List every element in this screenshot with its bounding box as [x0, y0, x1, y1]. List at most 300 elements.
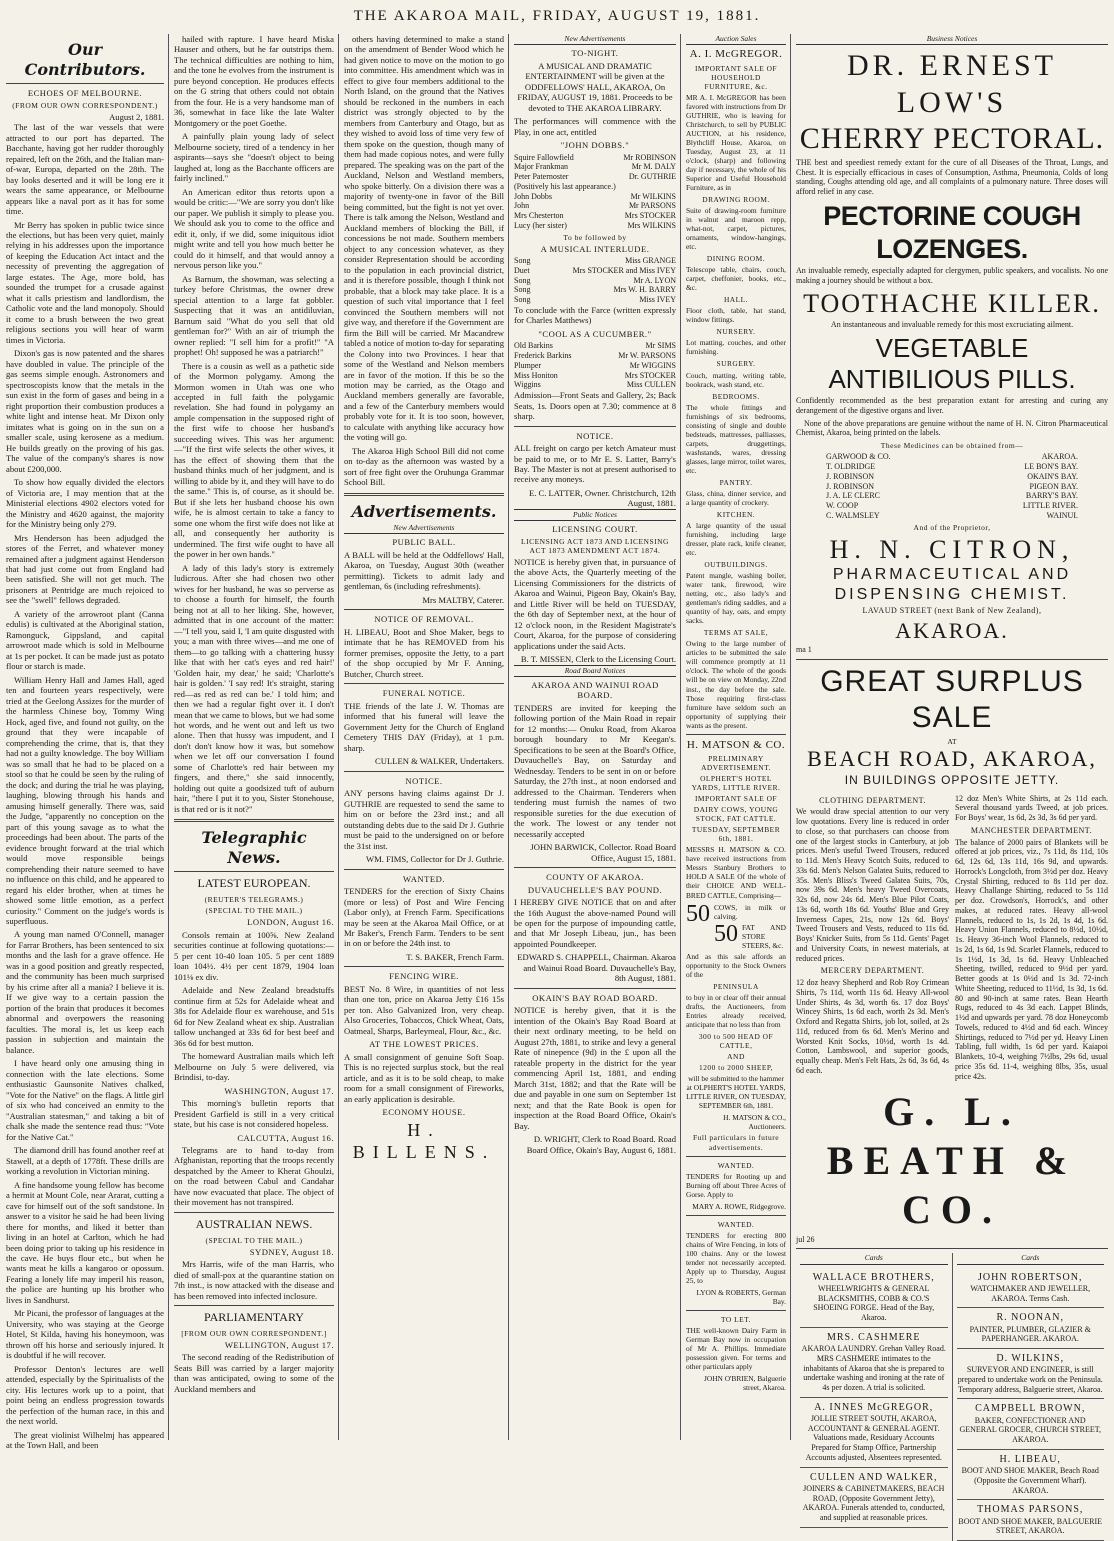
ad-title: FUNERAL NOTICE.	[382, 688, 466, 699]
section-header: Cards	[957, 1253, 1105, 1264]
card-text: BOOT AND SHOE MAKER, Beach Road (Opposite the Government Wharf). AKAROA.	[961, 1466, 1099, 1495]
column-contributors	[2, 34, 168, 1451]
song-row	[514, 285, 676, 295]
ad-headline: IN BUILDINGS OPPOSITE JETTY.	[844, 772, 1060, 787]
cast-row-value: Mr WILKINS	[630, 191, 676, 201]
cast-row	[514, 211, 676, 221]
paragraph: The second reading of the Redistribution of Seats Bill was carried by a larger majority than was anticipated, owing to some of the Auckland members and	[174, 1352, 334, 1394]
ad-text: THE friends of the late J. W. Thomas are informed that his funeral will leave the Government Jetty for the Church of England Cemetery THIS DAY (Friday), at 1 p.m. sharp.	[344, 700, 504, 753]
ad-text: And of the Proprietor,	[913, 522, 991, 532]
ad-text: Admission—Front Seats and Gallery, 2s; Back Seats, 1s. Doors open at 7.30; commence at 8 sharp.	[514, 390, 676, 422]
cast-row	[514, 201, 676, 211]
song-row-label: Song	[514, 285, 531, 295]
song-row-value: Miss GRANGE	[625, 256, 676, 266]
paragraph: There is a cousin as well as a pathetic side of the Mormon polygamy. Among the Mormon women in Utah was one who accepted in full faith the polygamic revelation. She had found in polygamy an ample compensation in the supposed right of the first wife to choose her husband's succeeding wives. This was her argument:—"If the first wife selects the other wives, it has the effect of showing them that the husband thinks much of her judgment, and is willing to abide by it, and they will have to do the same." This is, of course, as it should be. But if she lets her husband choose his own wife, he is almost certain to take a fancy to some one whom the first wife does not like at all, and consequently her authority is undermined. The first wife ought to have all the power in her own hands."	[174, 360, 334, 560]
department-title: MERCERY DEPARTMENT.	[820, 966, 925, 976]
business-card	[957, 1399, 1105, 1449]
business-card	[800, 1328, 948, 1398]
song-row-value: Mrs STOCKER and Miss IVEY	[572, 265, 676, 275]
paragraph: Mrs Harris, wife of the man Harris, who died of small-pox at the quarantine station on 7th inst., is now attacked with the disease and has been removed into infected inclosure.	[174, 1259, 334, 1301]
ad-title: NOTICE.	[576, 430, 614, 441]
ad-text: Owing to the large number of articles to be submitted the sale will commence promptly at 11 o'clock. The whole of the goods will be on view on Monday, 22nd inst., the day before the sale. Those requiring first-class furniture have seldom such an opportunity of supplying their wants as the present.	[686, 639, 786, 730]
column-rule	[168, 34, 169, 1440]
stock-desc: FAT AND STORE STEERS, &c.	[742, 922, 786, 950]
song-row	[514, 276, 676, 286]
ad-text: To be followed by	[563, 232, 627, 242]
song-row-label: Song	[514, 275, 531, 285]
ad-title: ECONOMY HOUSE.	[382, 1107, 466, 1118]
ad-text: THE best and speediest remedy extant for the cure of all Diseases of the Throat, Lungs, and Chest. It is especially efficacious in cases of Consumption, Asthma, Pneumonia, Colds of long standing, Coughs attending old age, and all complaints of a pulmonary nature. Three doses will afford relief in any case.	[796, 157, 1108, 197]
ad-text: BEST No. 8 Wire, in quantities of not less than one ton, price on Akaroa Jetty £16 15s per ton. Also Galvanized Iron, very cheap. Also Groceries, Tobaccos, Chick Wheat, Oats, Oatmeal, Sharps, Barleymeal, Flour, &c., &c.	[344, 983, 504, 1036]
ad-signature: MARY A. ROWE, Ridgegrove.	[692, 1201, 786, 1211]
cast-row	[514, 153, 676, 163]
ad-text: And as this sale affords an opportunity to the Stock Owners of the	[686, 951, 786, 979]
column-rule	[790, 34, 791, 1440]
paragraph: A painfully plain young lady of select Melbourne society, tired of a tendency in her aspirants—says she "doesn't object to being laughed at, long as the Bacchante officers are fairly inclined."	[174, 131, 334, 184]
card-name: MRS. CASHMERE	[826, 1331, 921, 1343]
agent-row-label: T. OLDRIDGE	[826, 462, 876, 472]
column-business-notices	[792, 34, 1112, 1536]
card-text: BOOT AND SHOE MAKER, BALGUERIE STREET, AKAROA.	[958, 1516, 1103, 1536]
column-rule	[680, 34, 681, 1440]
paragraph: This morning's bulletin reports that President Garfield is still in a very critical state, but his case is not considered hopeless.	[174, 1098, 334, 1130]
agent-row-label: C. WALMSLEY	[826, 510, 880, 520]
section-title: Advertisements.	[351, 501, 497, 521]
section-header: Public Notices	[514, 509, 676, 521]
ad-text: Full particulars in future advertisements.	[692, 1133, 780, 1152]
ad-title: WANTED.	[717, 1160, 755, 1170]
card-text: WATCHMAKER AND JEWELLER, AKAROA. Terms Cash.	[970, 1283, 1091, 1303]
room-items: Telescope table, chairs, couch, carpet, cheffonier, books, etc., &c.	[686, 265, 786, 293]
section-header: Auction Sales	[686, 34, 786, 45]
cast-row-label: Wiggins	[514, 380, 541, 390]
agent-row-value: BARRY'S BAY.	[1025, 491, 1078, 501]
column-auction-sales	[682, 34, 790, 1440]
ad-signature: B. T. MISSEN, Clerk to the Licensing Court.	[520, 654, 676, 665]
ad-title: DUVAUCHELLE'S BAY POUND.	[527, 884, 663, 895]
cast-row	[514, 192, 676, 202]
ad-text: I HEREBY GIVE NOTICE that on and after the 16th August the above-named Pound will be open for the purpose of impounding cattle, and that Mr Joseph Libeau, jun., has been appointed Poundkeeper.	[514, 897, 676, 949]
card-text: JOINERS & CABINETMAKERS, BEACH ROAD, (Opposite Government Jetty), AKAROA. Funerals attended to, conducted, and supplied at reasonable prices.	[802, 1483, 945, 1523]
ad-text: A small consignment of genuine Soft Soap. This is no rejected surplus stock, but the real article, and as it is to be sold cheap, to make room for a small consignment of Fireworks, an early application is desirable.	[344, 1051, 504, 1104]
auctioneer-name: H. MATSON & CO.	[686, 738, 786, 751]
article-title: LATEST EUROPEAN.	[197, 876, 311, 891]
cast-row-value: Miss CULLEN	[626, 380, 676, 390]
business-card	[957, 1450, 1105, 1500]
cast-row-label: (Positively his last appearance.)	[514, 181, 616, 191]
paragraph: The great violinist Wilhelmj has appeared at the Town Hall, and been	[6, 1429, 164, 1451]
card-list	[800, 1268, 948, 1528]
ad-text: TENDERS are invited for keeping the following portion of the Main Road in repair for 12 months:— Onuku Road, from Akaroa borough boundary to Mr Keegan's. Specifications to be seen at the Board's Office, Duvauchelle's Bay, on Saturday and Wednesday. Tenders to be sent in on or before Saturday, the 27th inst., at noon endorsed and addressed to the Chairman. Tenderers when tendering must furnish the names of two responsible sureties for the due execution of the work. The lowest or any tender not necessarily accepted	[514, 702, 676, 839]
cast-row	[514, 371, 676, 381]
cast-row-label: Old Barkins	[514, 341, 553, 351]
paragraph: The last of the war vessels that were attracted to our port has departed. The Bacchante, having got her rudder thoroughly repaired, left on the 26th, and the Italian man-of-war, Europa, departed on the 28th. The bay looks deserted and it will be long ere it wears the same appearance, or Melbourne appears like a naval port as it has for some time.	[6, 122, 164, 217]
ad-text: 12 doz heavy Shepherd and Rob Roy Crimean Shirts, 7s 11d, worth 11s 6d. Heavy All-wool Under Shirts, 4s 3d, worth 6s. 17 doz Boys' Wincey Shirts, 1s 6d each, worth 2s 3d. Men's Oxford and Regatta Shirts, job lot, soiled, at 2s 11d, reduced from 6s 6d. Men's Merino and Worsted Knit Socks, 10½d, worth 1s 4d. Cotton, Lambswool, and superior goods, equally cheap. Men's Felt Hats, 2s 6d, 3s 6d, 4s 6d each.	[796, 978, 949, 1075]
agent-row-label: W. COOP	[826, 501, 859, 511]
song-row-value: Miss IVEY	[639, 295, 676, 305]
room-heading: PANTRY.	[719, 477, 753, 487]
room-heading: SURGERY.	[716, 359, 756, 369]
ad-title: TERMS AT SALE,	[703, 628, 769, 638]
ad-text: will be submitted to the hammer at OLPHERT'S HOTEL YARDS, LITTLE RIVER, ON TUESDAY, SEPTEMBER 6th, 1881.	[686, 1074, 786, 1111]
ad-headline: PHARMACEUTICAL AND DISPENSING CHEMIST.	[832, 566, 1072, 603]
article-body	[6, 122, 164, 1451]
dateline: WELLINGTON, August 17.	[224, 1339, 334, 1350]
ad-signature: E. C. LATTER, Owner. Christchurch, 12th August, 1881.	[528, 487, 676, 509]
ad-text: None of the above preparations are genuine without the name of H. N. Citron Pharmaceutical Chemist, Akaroa, being printed on the labels.	[796, 418, 1108, 438]
agent-row-label: J. ROBINSON	[826, 481, 875, 491]
card-text: SURVEYOR AND ENGINEER, is still prepared to undertake work on the Peninsula. Temporary address, Balguerie street, Akaroa.	[957, 1365, 1103, 1394]
room-heading: HALL.	[723, 295, 749, 305]
paragraph: A variety of the arrowroot plant (Canna edulis) is cultivated at the Aboriginal station, Ramonguck, Gippsland, and capital arrowroot made which is sold in Melbourne at 1s per pocket. It can be made just as potato flour or starch is made.	[6, 608, 164, 672]
cast-row-value: Mrs STOCKER	[624, 370, 676, 380]
card-name: THOMAS PARSONS,	[977, 1504, 1084, 1516]
byline: (FROM OUR OWN CORRESPONDENT.)	[12, 100, 158, 110]
ad-title: NOTICE.	[405, 775, 443, 786]
cast-row-label: Plumper	[514, 360, 542, 370]
paragraph: Telegrams are to hand to-day from Afghanistan, reporting that the troops recently despatched by the Ameer to Kherat Ghoulzi, on the road between Cabul and Candahar have now evacuated that place. The object of their movement has not transpired.	[174, 1144, 334, 1208]
paragraph: others having determined to make a stand on the amendment of Bender Wood which he had given notice to move on the motion to go into committee. His amendment which was in effect to give four members additional to the North Island, on the ground that the Natives should be reckoned in the numbers in each district was strongly objected to by the members from Canterbury and Otago, but as they wished to avoid loss of time very few of them spoke on the question, though many of them had made copious notes, and were fully prepared. The speaking was on the part of the Auckland, Nelson and Westland members, who spoke bitterly. On a division there was a majority of twenty-one in favor of the Bill being committed, but the fight is not yet over. There is talk among the Nelson, Westland and Auckland members of blocking the Bill, if concessions be not made. Southern members object to any concession whatever, as they consider Representation should be according to the population in each provincial district, and it is therefore possible, though I think not probable, that a block may take place. It is a question of such vital importance that I feel convinced the Southern members will not give way, and therefore if the Government are firm the Bill will be carried. Mr Macandrew tabled a notice of motion to-day for separating the Colony into two Provinces. I hear that some of the Westland and Nelson members are in favor of the motion. If this be so the motion may be carried, as the Otago and Auckland members generally are favorable, and a few of the Canterbury members would probably vote for it. It is too soon, however, to calculate with anything like accuracy how the voting will go.	[344, 34, 504, 443]
song-row	[514, 266, 676, 276]
ad-signature: T. S. BAKER, French Farm.	[406, 951, 504, 962]
cast-row	[514, 182, 676, 192]
dateline: CALCUTTA, August 16.	[237, 1132, 334, 1143]
article-body	[344, 34, 504, 488]
column-rule	[508, 34, 509, 1440]
ad-title: 1200 to 2000 SHEEP,	[699, 1063, 773, 1073]
ad-code: jul 26	[796, 1234, 815, 1244]
ad-title: TO LET.	[721, 1315, 751, 1325]
surplus-sale-details	[796, 794, 1108, 1085]
ad-headline: H. N. CITRON,	[829, 534, 1075, 564]
ad-text: An instantaneous and invaluable remedy for this most excruciating ailment.	[830, 320, 1074, 330]
ad-text: TENDERS for the erection of Sixty Chains (more or less) of Post and Wire Fencing (Labor only), at French Farm. Specifications may be seen at the Akaroa Mail Office, or at Mr Baker's, French Farm. Tenders to be sent in on or before the 24th inst. to	[344, 886, 504, 949]
ad-title: PENINSULA	[713, 981, 759, 991]
section-header: Cards	[800, 1253, 948, 1264]
ad-title: WANTED.	[403, 873, 445, 884]
ad-signature: H. MATSON & CO., Auctioneers.	[723, 1113, 786, 1132]
byline: (REUTER'S TELEGRAMS.)	[204, 895, 304, 905]
agent-row-value: OKAIN'S BAY.	[1027, 471, 1078, 481]
cast-row-label: Mrs Chesterton	[514, 211, 564, 220]
ad-great-surplus-sale	[796, 664, 1108, 788]
paragraph: As Barnum, the showman, was selecting a turkey before Christmas, the owner drew special attention to a large fat gobbler. Suspecting that it was an antidiluvian, Barnum said "What do you sell that old gentleman for?" With an air of triumph the owner replied: "I sell him for a profit!" "A prophet! Oh! supposed he was a patriarch!"	[174, 273, 334, 358]
ad-title: FENCING WIRE.	[389, 971, 459, 982]
business-card	[957, 1500, 1105, 1541]
column-advertisements	[340, 34, 508, 1440]
ad-text: MR A. I. McGREGOR has been favored with instructions from Dr GUTHRIE, who is leaving for Christchurch, to sell by PUBLIC AUCTION, at his residence, Blythcliff House, Akaroa, on Tuesday, August 23, at 11 o'clock, (sharp) and following day if necessary, the whole of his Superior and Useful Household Furniture, as in	[686, 92, 786, 192]
byline: (SPECIAL TO THE MAIL.)	[205, 906, 303, 916]
ad-text: To conclude with the Farce (written expressly for Charles Matthews)	[514, 304, 676, 326]
ad-signature: JOHN BARWICK, Collector. Road Board Office, August 15, 1881.	[530, 842, 676, 863]
ad-title: IMPORTANT SALE OF HOUSEHOLD FURNITURE, &c.	[694, 63, 778, 91]
ad-signature: D. WRIGHT, Clerk to Road Board. Road Board Office, Okain's Bay, August 6, 1881.	[526, 1134, 676, 1155]
ad-title: PUBLIC BALL.	[392, 537, 456, 548]
paragraph: Adelaide and New Zealand breadstuffs continue firm at 52s for Adelaide wheat and 38s for Adelaide flour ex warehouse, and 51s 6d for New Zealand wheat ex ship. Australian tallow unchanged at 33s 6d for best beef and 36s 6d for best mutton.	[174, 985, 334, 1048]
paragraph: The homeward Australian mails which left Melbourne on July 5 were delivered, via Brindisi, to-day.	[174, 1051, 334, 1083]
card-name: D. WILKINS,	[996, 1353, 1065, 1364]
cast-row-value: Mr SIMS	[645, 341, 676, 351]
cast-row-value: Mr WIGGINS	[629, 360, 676, 370]
business-card	[957, 1308, 1105, 1349]
ad-headline: G. L. BEATH & CO.	[826, 1089, 1078, 1232]
ad-title: OLPHERT'S HOTEL YARDS, LITTLE RIVER.	[691, 774, 781, 793]
agent-row-label: J. ROBINSON	[826, 471, 875, 481]
cast-row	[514, 162, 676, 172]
ad-title: NOTICE OF REMOVAL.	[374, 614, 474, 625]
ad-text: NOTICE is hereby given that, in pursuance of the above Acts, the Quarterly meeting of the Licensing Commissioners for the districts of Akaroa and Wainui, Pigeon Bay, Okain's Bay, and Little River will be held on TUESDAY, the 6th day of September next, at the hour of 12 o'clock noon, in the Resident Magistrate's Court, Akaroa, for the purpose of considering applications under the said Acts.	[514, 556, 676, 651]
agent-row-label: J. A. LE CLERC	[826, 491, 881, 501]
cast-list	[514, 153, 676, 231]
agent-row	[796, 501, 1108, 511]
cast-row-value: Mr W. PARSONS	[618, 351, 676, 361]
cast-row	[514, 172, 676, 182]
ad-low-cherry-pectoral	[796, 48, 1108, 158]
article-body	[174, 930, 334, 1083]
ad-text: 12 doz Men's White Shirts, at 2s 11d each. Several thousand yards Tweed, at job prices. For Boys' wear, 1s 6d, 2s 3d, 3s 6d per yard.	[955, 793, 1108, 823]
song-row	[514, 295, 676, 305]
room-heading: OUTBUILDINGS.	[704, 560, 768, 570]
paragraph: Consols remain at 100⅝. New Zealand securities continue at following quotations:—5 per cent 10-40 loan 105. 5 per cent 1889 loan 104½. 4½ per cent 1879, 1904 loan 101⅛ ex div.	[174, 929, 334, 982]
ad-signature: H. BILLENS.	[352, 1119, 496, 1162]
ad-text: An invaluable remedy, especially adapted for clergymen, public speakers, and vocalists. No one making a journey should be without a box.	[796, 265, 1108, 285]
room-heading: DRAWING ROOM.	[702, 194, 770, 204]
section-header: Business Notices	[796, 34, 1108, 45]
card-text: WHEELWRIGHTS & GENERAL BLACKSMITHS, COBB & CO.'S SHOEING FORGE. Head of the Bay, Akaroa.	[813, 1283, 935, 1323]
ad-headline: GREAT SURPLUS SALE	[820, 664, 1084, 735]
ad-text: A MUSICAL AND DRAMATIC ENTERTAINMENT will be given at the ODDFELLOWS' HALL, AKAROA, On FRIDAY, AUGUST 19, 1881. Proceeds to be devoted to THE AKAROA LIBRARY.	[517, 60, 673, 113]
stock-count: 50	[686, 900, 710, 927]
article-title: ECHOES OF MELBOURNE.	[27, 88, 143, 99]
paragraph: The Akaroa High School Bill did not come on to-day as the afternoon was wasted by a sort of free fight over the Oruhunga Grammar School Bill.	[344, 445, 504, 488]
agent-row-value: WAINUI.	[1046, 510, 1078, 520]
card-name: JOHN ROBERTSON,	[978, 1271, 1083, 1283]
column-telegraphic	[170, 34, 338, 1440]
paragraph: To show how equally divided the electors of Victoria are, I may mention that at the Ministerial elections 4902 electors voted for the Ministry and 4620 against, the majority for the Ministry being only 279.	[6, 477, 164, 530]
ad-headline: VEGETABLE ANTIBILIOUS PILLS.	[828, 332, 1076, 395]
cast-row-label: Major Frankman	[514, 162, 568, 172]
cards-section	[796, 1253, 1108, 1541]
agent-row-value: PIGEON BAY.	[1029, 481, 1078, 491]
song-row-label: Duet	[514, 265, 530, 275]
cast-row	[514, 361, 676, 371]
ad-headline: PECTORINE COUGH LOZENGES.	[823, 200, 1081, 264]
ad-title: IMPORTANT SALE OF	[694, 794, 778, 804]
paragraph: A young man named O'Connell, manager for Farrar Brothers, has been sentenced to six months and the lash for a grave offence. He was in a good position and greatly respected, and the community has been much surprised by his crime after all a mania? I believe it is. If we give way to a certain passion the portion of the brain that produces it becomes abnormal and overpowers the reasoning faculties. The moral is, let us keep each passion in subjection and maintain the balance.	[6, 929, 164, 1055]
card-text: BAKER, CONFECTIONER AND GENERAL GROCER, CHURCH STREET, AKAROA.	[959, 1415, 1102, 1445]
ad-title: TUESDAY, SEPTEMBER 6th, 1881.	[691, 825, 781, 844]
business-card	[800, 1468, 948, 1528]
article-body	[174, 34, 334, 814]
room-items: Suite of drawing-room furniture in walnut and maroon repp, what-not, carpet, pictures, ornaments, window-hangings, etc.	[686, 206, 786, 252]
ad-text: to buy in or clear off their annual drafts, the Auctioneers, from Entries already received, anticipate that no less than from	[686, 992, 786, 1029]
department-title: MANCHESTER DEPARTMENT.	[970, 825, 1093, 835]
song-row-label: Song	[514, 295, 531, 305]
ad-text: ANY persons having claims against Dr J. GUTHRIE are requested to send the same to him on or before the 23rd inst.; and all outstanding debts due to the said Dr J. Guthrie must be paid to the undersigned on or before the 31st inst.	[344, 788, 504, 851]
ad-title: DAIRY COWS, YOUNG STOCK, FAT CATTLE.	[693, 805, 779, 824]
dateline: LONDON, August 16.	[247, 917, 334, 928]
stock-count: 50	[714, 920, 738, 947]
ad-text: The balance of 2000 pairs of Blankets will be offered at job prices, viz., 7s 11d, 8s 11d, 10s 6d, 12s 6d, 13s 11d, 16s 9d, and upwards. Horrock's Longcloth, from 3½d per doz. Heavy Crystal Shirting, reduced to 8s 11d per doz. Heavy Challange Shirting, reduced to 5s 11d per doz. Crowdson's, Horrock's, and other makes, at reduced rates. Heavy all-wool Flannels, reduced to 1s, 1s 2d, 1s 4d, 1s 6d. Heavy Union Flannels, reduced to 8½d, 10½d, 1s. Heavy 36-inch Wool Flannels, reduced to 1s 2d, 1s 6d, 1s 9d. Scarlet Flannels, reduced to 1s 1½d, 1s 3d, 1s 6d. Heavy Unbleached Sheeting, twilled, reduced to 9½d per yard. Better goods at 1s 0½d and 1s 3d. 72-inch White Sheeting, reduced to 11½d, 1s 3d, 1s 6d. 80 and 90-inch at same rates. Bean Hearth Rugs, reduced to 4s 3d each. Lappet Blinds, 1½d and upwards per yard. 78 doz Honeycomb Towels, reduced to 4½d and 6d each. Wincey Shirtings, reduced to 7½d per yd. Heavy Linen Tabling, full width, 1s 6d per yard. Kaiapoi Blankets, 10-4, weighing 7½lbs, 29s 6d, usual price 35s 6d. 11-4, weighing 8lbs, 35s, usual price 42s.	[955, 837, 1108, 1081]
business-card	[957, 1268, 1105, 1309]
card-name: WALLACE BROTHERS,	[812, 1271, 935, 1283]
cast-row-value: Mr ROBINSON	[623, 152, 676, 162]
ad-signature: WM. FIMS, Collector for Dr J. Guthrie.	[366, 854, 504, 865]
room-heading: BEDROOMS.	[712, 391, 760, 401]
business-card	[957, 1349, 1105, 1399]
paragraph: A lady of this lady's story is extremely ludicrous. After she had chosen two other wives for her husband, he was so perverse as to choose a fourth for himself, the fourth being not at all to her liking. She, however, admitted that in one account of the matter:—"I tell you, said I, 'I am quite disgusted with you; a man with three wives—and me one of them—to go talking with a chattering hussy like that with her cat's eyes and red hair!' 'Golden hair, my dear,' he said; 'Charlotte's hair is golden.' 'I say red! It's straight, staring red—as red as red can be.' I told him; and then we had a regular fight over it. I don't mean that we came to blows, but we had some hot words, and he went out and left us two alone. Then that hussy was impudent, and I don't don't know how it was, but somehow when we let off our conversation I found some of Charlotte's red hair between my fingers, and there," she said innocently, holding out quite a goodsized tuft of auburn hair, "there I put it to you, Sister Stonehouse, is that red or is it not?"	[174, 562, 334, 814]
ad-headline: CHERRY PECTORAL.	[799, 122, 1105, 156]
room-items: Couch, matting, writing table, bookrack, wash stand, etc.	[686, 370, 786, 389]
paragraph: An American editor thus retorts upon a would be critic:—"We are sorry you don't like our paper. We publish it simply to please you. We should ask you to come to the office and edit it, only, if we did, some iniquitous idiot might write and tell you how much better he could do it himself, and that would annoy a nervous person like you."	[174, 186, 334, 271]
card-name: CULLEN AND WALKER,	[809, 1471, 938, 1483]
room-heading: KITCHEN.	[716, 509, 756, 519]
card-text: PAINTER, PLUMBER, GLAZIER & PAPERHANGER. AKAROA.	[969, 1324, 1091, 1344]
ad-text: The performances will commence with the Play, in one act, entitled	[514, 116, 676, 137]
cast-row-label: Frederick Barkins	[514, 351, 572, 361]
card-name: A. INNES McGREGOR,	[814, 1401, 934, 1413]
paragraph: Mrs Henderson has been adjudged the stores of the Ferret, and whatever money remained after a judgment against Henderson that had just come out from England had been satisfied. She will not get much. The prisoners at Pentridge are much rejoiced to see the "swell" fellows degraded.	[6, 532, 164, 606]
section-header: New Advertisements	[514, 34, 676, 45]
cast-row-label: Peter Paternoster	[514, 172, 569, 181]
cast-row-label: Lucy (her sister)	[514, 220, 567, 230]
agent-row	[796, 452, 1108, 462]
ad-headline: BEACH ROAD, AKAROA,	[807, 746, 1097, 772]
ad-title: OKAIN'S BAY ROAD BOARD.	[532, 992, 658, 1003]
ad-text: NOTICE is hereby given, that it is the intention of the Okain's Bay Road Board at their next ordinary meeting, to be held on August 27th, 1881, to strike and levy a general Rate of ninepence (9d) in the £ upon all the rateable property in the district for the year commencing April 1st, 1881, and ending March 31st, 1882; and that the Rate will be due and payable in one sum on September 1st next; and that the Rate Book is open for inspection at the Road Board Office, Okain's Bay.	[514, 1005, 676, 1131]
stock-desc: COWS, in milk or calving.	[714, 902, 786, 921]
cast-row-label: John Dobbs	[514, 191, 553, 201]
cast-row	[514, 351, 676, 361]
ad-title: TO-NIGHT.	[571, 48, 619, 59]
cast-row-label: John	[514, 201, 530, 211]
ad-text: LAVAUD STREET (next Bank of New Zealand),	[862, 606, 1042, 616]
song-row-value: Mrs W. H. BARRY	[613, 285, 676, 295]
agent-row-value: AKAROA.	[1041, 452, 1078, 462]
song-list	[514, 256, 676, 305]
agent-row-value: LITTLE RIVER.	[1022, 501, 1078, 511]
cast-row	[514, 380, 676, 390]
paragraph: William Henry Hall and James Hall, aged ten and fourteen years respectively, were tried at the Geelong Assizes for the murder of the harmless Chinese boy, Tommy Wing Hock, aged five, and found not guilty, on the ground that they were incapable of comprehending the crime, that is, that they had not a guilty knowledge. The boy William was so small that he had to be placed on a stool so that he could be seen by the ruling of the dock; and during the trial he was playing, laughing, blowing through his hands and amusing himself generally. There was, said the Judge, "apparently no conception on the part of this young savage as to what the proceedings had been about. The parts of the evidence brought forward at the trial which would move responsible beings comprehending their nature seemed to have no influence on this child, and he appeared to regard his elder brother, when at times he showed some little emotion, as a perfect curiosity." Comment on the judge's words is superfluous.	[6, 674, 164, 926]
cast-row-label: Squire Fallowfield	[514, 152, 574, 162]
room-items: Floor cloth, table, hat stand, window fittings.	[686, 306, 786, 325]
cast-row-value: Mrs STOCKER	[624, 211, 676, 220]
stock-line	[686, 900, 786, 927]
section-header: New Advertisements	[344, 523, 504, 534]
ad-text: TENDERS for Rooting up and Burning off about Three Acres of Gorse. Apply to	[686, 1171, 786, 1199]
article-title: AUSTRALIAN NEWS.	[195, 1216, 313, 1231]
ad-text: Confidently recommended as the best preparation extant for arresting and curing any derangement of the digestive organs and liver.	[796, 396, 1108, 415]
agent-row	[796, 511, 1108, 521]
ad-headline: AKAROA.	[895, 618, 1009, 644]
card-text: AKAROA LAUNDRY. Grehan Valley Road. MRS CASHMERE intimates to the inhabitants of Akaroa that she is prepared to undertake washing and ironing at the rate of 4s per dozen. A trial is solicited.	[801, 1344, 946, 1392]
ad-text: H. LIBEAU, Boot and Shoe Maker, begs to intimate that he has REMOVED from his former premises, opposite the Jetty, to a part of the shop occupied by Mr F. Anning, Butcher, Church street.	[344, 626, 504, 679]
ad-headline: DR. ERNEST LOW'S	[846, 49, 1057, 119]
ad-text: THE well-known Dairy Farm in German Bay now in occupation of Mr A. Phillips. Immediate possession given. For terms and other particulars apply	[686, 1326, 786, 1372]
department-title: CLOTHING DEPARTMENT.	[819, 795, 926, 805]
dateline: August 2, 1881.	[109, 111, 164, 122]
cast-row-value: Dr. GUTHRIE	[628, 172, 676, 181]
business-card	[800, 1268, 948, 1328]
song-row	[514, 256, 676, 266]
ad-signature: JOHN O'BRIEN, Balguerie street, Akaroa.	[703, 1374, 786, 1393]
room-heading: DINING ROOM.	[706, 254, 766, 264]
ad-text: AT	[947, 737, 957, 746]
column-rule	[338, 34, 339, 1440]
dateline: SYDNEY, August 18.	[249, 1246, 334, 1257]
dateline: WASHINGTON, August 17.	[224, 1085, 334, 1096]
agent-row	[796, 491, 1108, 501]
ad-text: TENDERS for erecting 800 chains of Wire Fencing, in lots of 100 chains. Any or the lowest tender not necessarily accepted. Apply up to Thursday, August 25, to	[686, 1230, 786, 1285]
ad-title: 300 to 500 HEAD OF CATTLE,	[698, 1031, 774, 1050]
ad-title: COUNTY OF AKAROA.	[546, 872, 644, 883]
card-name: R. NOONAN,	[996, 1312, 1064, 1324]
ad-text: AND	[727, 1052, 745, 1062]
ad-text: ALL freight on cargo per ketch Amateur must be paid to me, or to Mr E. S. Latter, Barry's Bay. The Master is not at present authorised to receive any moneys.	[514, 443, 676, 485]
card-name: CAMPBELL BROWN,	[975, 1403, 1086, 1415]
paragraph: hailed with rapture. I have heard Miska Hauser and others, but he far outstrips them. The technical difficulties are nothing to him, and the tone he evolves from the instrument is pure beyond conception. He produces effects on the G string that others could not obtain from the four. He is a very handsome man of 36, somewhat in face like the late Walter Montgomery or the poet Goethe.	[174, 34, 334, 128]
cast-row-value: Mrs WILKINS	[627, 220, 676, 230]
cast-row-value: Mr M. DALY	[631, 162, 676, 172]
card-text: JOLLIE STREET SOUTH, AKAROA, ACCOUNTANT & GENERAL AGENT. Valuations made, Residuary Accounts Prepared for Stamp Office, Partnership Accounts adjusted, Absentees represented.	[805, 1413, 942, 1462]
agent-row	[796, 472, 1108, 482]
agent-row-label: GARWOOD & CO.	[826, 452, 891, 462]
paragraph: Professor Denton's lectures are well attended, especially by the Spiritualists of the city. His lectures work up to a point, that point being an endless progression towards the perfection of the human race, in this and the next world.	[6, 1363, 164, 1427]
ad-headline: TOOTHACHE KILLER.	[803, 289, 1101, 319]
section-title: Our Contributors.	[24, 40, 146, 79]
ad-signature: EDWARD S. CHAPPELL, Chairman. Akaroa and Wainui Road Board. Duvauchelle's Bay, 8th August, 1881.	[517, 952, 676, 984]
ad-code: ma 1	[796, 645, 812, 655]
paragraph: I have heard only one amusing thing in connection with the late elections. Some enthusiastic Gaunsonite Natives chalked, "Vote for the Native" on the flags. A little girl of six who had conceived an enmity to the "Australian statesman," and taking a bit of chalk she made the sentence read thus: "Vote for the Native Cat."	[6, 1058, 164, 1142]
paragraph: Dixon's gas is now patented and the shares have doubled in value. The principle of the gas seems simple enough. Astronomers and spectroscopists know that the metals in the sun exist in the form of gases and being in a right proportion their combustion produces a white light and intense heat. Mr Dixon only imitates what is going on in the sun on a smaller scale, using kerosene as a medium. He builds greatly on the proving of his gas. The value of the company's shares is now about £200,000.	[6, 348, 164, 474]
song-row-label: Song	[514, 256, 531, 266]
ad-text: A BALL will be held at the Oddfellows' Hall, Akaroa, on Tuesday, August 30th (weather permitting). Tickets to admit lady and gentleman, 6s (including refreshments).	[344, 549, 504, 592]
ad-signature: Mrs MALTBY, Caterer.	[422, 594, 504, 605]
section-title: Telegraphic News.	[201, 828, 307, 867]
play-title: A MUSICAL INTERLUDE.	[540, 243, 650, 254]
paragraph: Mr Picani, the professor of languages at the University, who was staying at the George Hotel, St Kilda, having his honeymoon, was thrown off his horse and seriously injured. It is doubtful if he will recover.	[6, 1308, 164, 1361]
room-items: Patent mangle, washing boiler, water tank, firewood, wire netting, etc., also lady's and gentleman's riding saddles, and a quantity of hay, oats, and empty sacks.	[686, 571, 786, 626]
byline: [FROM OUR OWN CORRESPONDENT.]	[181, 1328, 327, 1338]
card-list	[957, 1268, 1105, 1541]
cast-row-value: Mr PARSONS	[628, 201, 676, 211]
ad-title: LICENSING ACT 1873 AND LICENSING ACT 1873 AMENDMENT ACT 1874.	[521, 536, 669, 555]
column-new-ads	[510, 34, 680, 1440]
ad-signature: LYON & ROBERTS, German Bay.	[696, 1288, 786, 1307]
ad-signature: CULLEN & WALKER, Undertakers.	[375, 756, 504, 767]
cast-row	[514, 221, 676, 231]
play-title: "COOL AS A CUCUMBER."	[538, 328, 652, 339]
paragraph: A fine handsome young fellow has become a hermit at Mount Cole, near Ararat, cutting a cave for himself out of the soft sandstone. In answer to a visitor he said he had been living there for months, and liked it better than living in an hotel at Carlton, which he had been doing prior to taking up his residence in the cave. He buys flour etc., but when he wants meat he kills a kangaroo or opossum. Fearing a lonely life may imperil his reason, the police are hunting up his brother who lives in Sandhurst.	[6, 1179, 164, 1305]
byline: (SPECIAL TO THE MAIL.)	[205, 1235, 303, 1245]
agent-row	[796, 482, 1108, 492]
auctioneer-name: A. I. McGREGOR.	[689, 48, 783, 61]
play-title: "JOHN DOBBS."	[560, 140, 630, 151]
ad-text: We would draw special attention to our very low quotations. Every line is reduced in order to close, so that purchasers can choose from one of the largest stocks in Canterbury, at job prices. Men's useful Tweed Trousers, reduced to 11d. Men's Heavy Scotch Suits, reduced to 33s 6d. Men's Nelson Galatea Suits, reduced to 35s. Men's Bliss's Tweed Galatea Suits, 70s, now 39s 6d. Men's heavy Tweed Overcoats, 32s 6d, now 24s 6d. Men's Blue Pilot Coats, 13s 6d, worth 18s 6d. Youths' Blue and Grey Inverness Capes, 21s, now 12s 6d. Boys' Tweed Trousers and Vests, reduced to 11s 6d. Boys' Knicker Suits, from 5s 11d. Gents' Paget and University Coats, in newest materials, at reduced prices.	[796, 807, 949, 963]
agent-row	[796, 462, 1108, 472]
ad-title: AKAROA AND WAINUI ROAD BOARD.	[531, 679, 659, 701]
agent-list	[796, 452, 1108, 520]
room-heading: NURSERY.	[716, 327, 756, 337]
masthead: THE AKAROA MAIL, FRIDAY, AUGUST 19, 1881.	[353, 8, 761, 24]
agent-row-value: LE BON'S BAY.	[1024, 462, 1078, 472]
song-row-value: Mr A. LYON	[633, 275, 676, 285]
section-header: Road Board Notices	[514, 665, 676, 677]
ad-text: These Medicines can be obtained from—	[880, 441, 1024, 451]
business-card	[800, 1398, 948, 1468]
room-items: Lot matting, couches, and other furnishing.	[686, 338, 786, 357]
paragraph: The diamond drill has found another reef at Stawell, at a depth of 1778ft. These drills are working a revolution in Victorian mining.	[6, 1145, 164, 1177]
